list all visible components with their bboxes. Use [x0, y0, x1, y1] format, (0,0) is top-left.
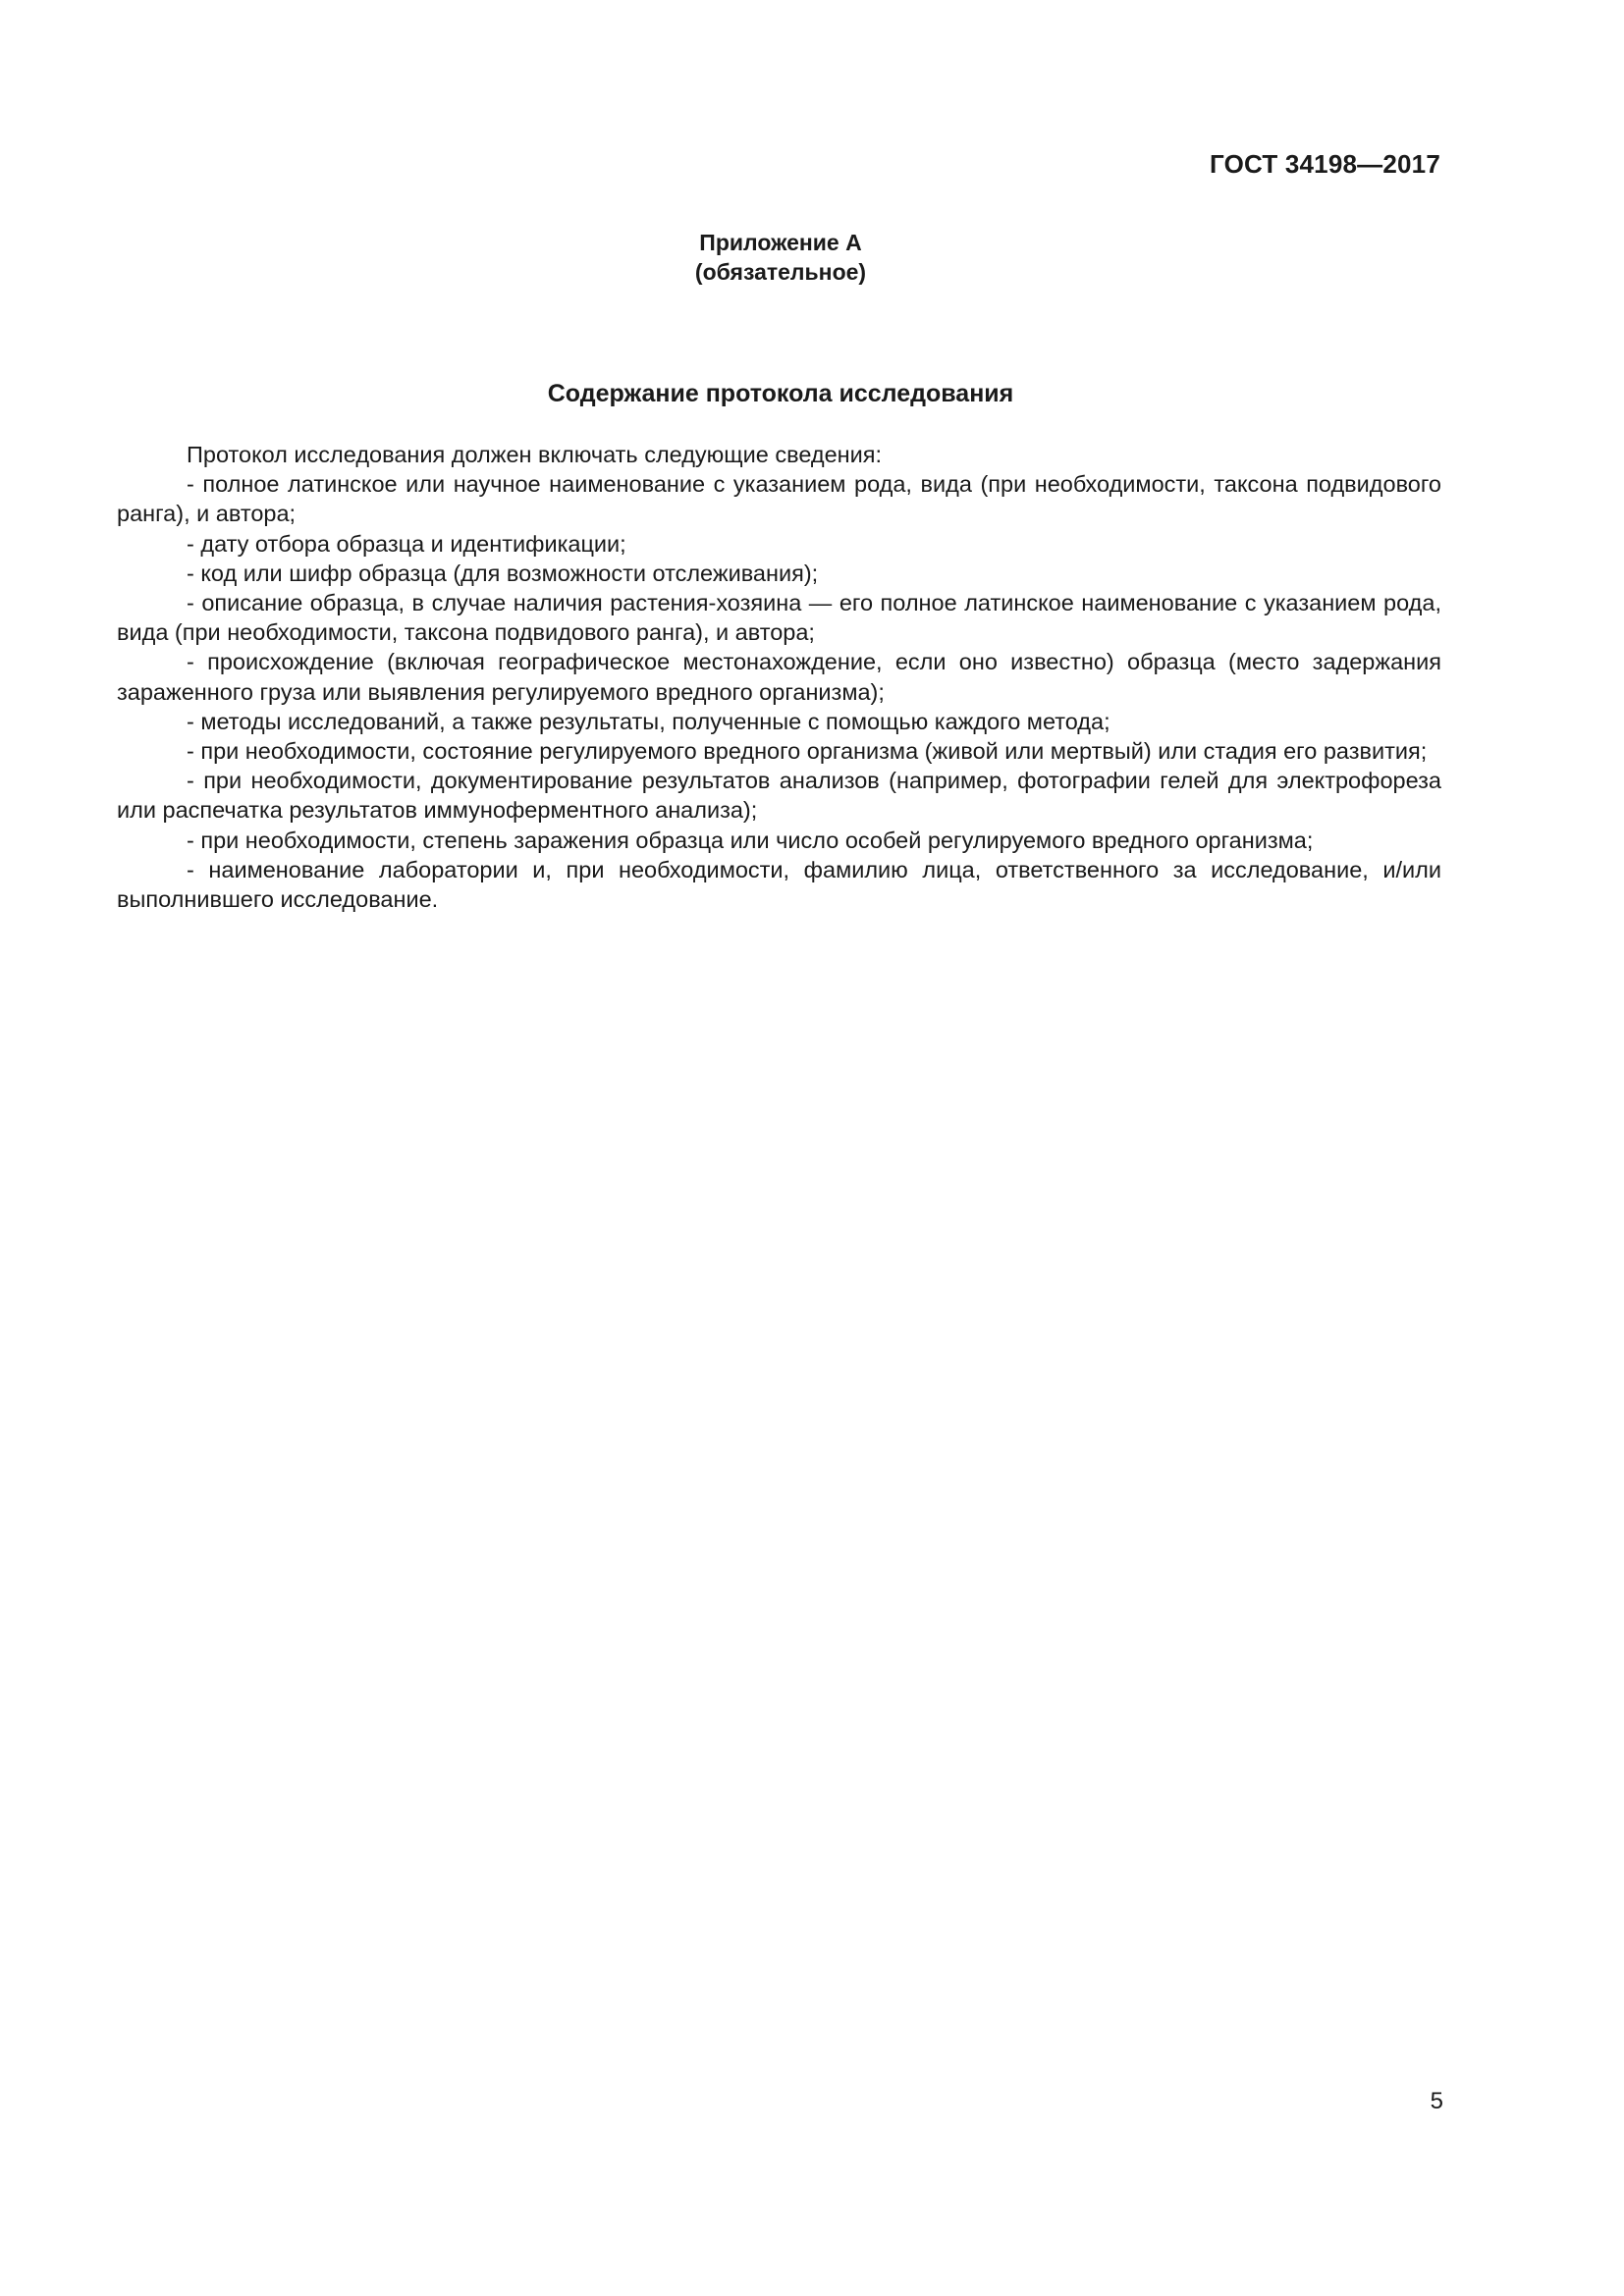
document-code: ГОСТ 34198—2017	[1210, 149, 1440, 179]
list-item: - методы исследований, а также результаты, полученные с помощью каждого метода;	[187, 708, 1110, 734]
page-number: 5	[1430, 2088, 1443, 2114]
list-item: - полное латинское или научное наименование с указанием рода, вида (при необходимости, таксона подвидового ранга), и автора;	[117, 471, 1441, 527]
intro-paragraph: Протокол исследования должен включать следующие сведения:	[187, 442, 883, 467]
list-item: - наименование лаборатории и, при необходимости, фамилию лица, ответственного за исследование, и/или выполнившего исследование.	[117, 856, 1441, 913]
list-item: - при необходимости, степень заражения образца или число особей регулируемого вредного организма;	[187, 827, 1314, 853]
protocol-contents	[117, 440, 1441, 914]
appendix-title: Приложение А	[699, 230, 862, 255]
list-item: - описание образца, в случае наличия растения-хозяина — его полное латинское наименование с указанием рода, вида (при необходимости, таксона подвидового ранга), и автора;	[117, 590, 1441, 646]
section-title: Содержание протокола исследования	[547, 380, 1014, 407]
appendix-status: (обязательное)	[694, 259, 867, 285]
list-item: - дату отбора образца и идентификации;	[187, 530, 626, 557]
list-item: - код или шифр образца (для возможности отслеживания);	[187, 560, 819, 586]
list-item: - при необходимости, документирование результатов анализов (например, фотографии гелей для электрофореза или распечатка результатов иммуноферментного анализа);	[117, 768, 1441, 824]
appendix-heading	[0, 228, 1561, 287]
list-item: - при необходимости, состояние регулируемого вредного организма (живой или мертвый) или стадия его развития;	[187, 738, 1428, 765]
list-item: - происхождение (включая географическое местонахождение, если оно известно) образца (место задержания зараженного груза или выявления регулируемого вредного организма);	[117, 649, 1441, 705]
